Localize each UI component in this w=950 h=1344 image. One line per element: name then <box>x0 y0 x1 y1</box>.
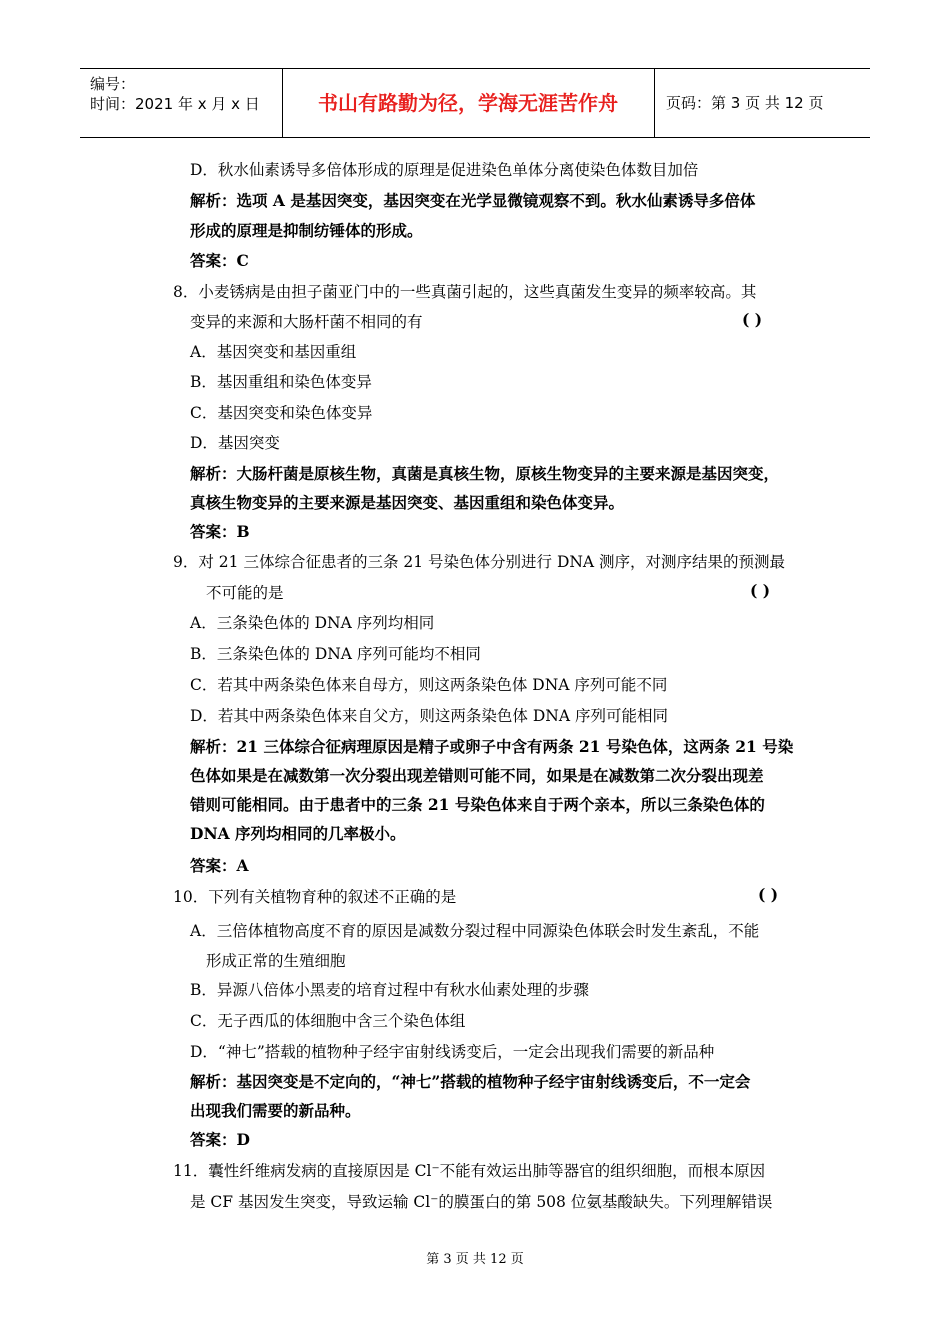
q10-stem: 10．下列有关植物育种的叙述不正确的是 <box>173 888 457 906</box>
q10-explanation-line: 出现我们需要的新品种。 <box>190 1101 361 1120</box>
q10-option-b: B．异源八倍体小黑麦的培育过程中有秋水仙素处理的步骤 <box>190 981 589 999</box>
q10-explanation-line: 解析：基因突变是不定向的，“神七”搭载的植物种子经宇宙射线诱变后，不一定会 <box>190 1072 751 1091</box>
q7-explanation-line: 形成的原理是抑制纺锤体的形成。 <box>190 221 423 240</box>
q9-explanation-line: 色体如果是在减数第一次分裂出现差错则可能不同，如果是在减数第二次分裂出现差 <box>190 766 764 785</box>
q9-answer: 答案：A <box>190 856 249 875</box>
q10-answer: 答案：D <box>190 1130 250 1149</box>
q8-explanation-line: 解析：大肠杆菌是原核生物，真菌是真核生物，原核生物变异的主要来源是基因突变， <box>190 464 780 483</box>
q9-stem-line: 9．对 21 三体综合征患者的三条 21 号染色体分别进行 DNA 测序，对测序结果的预测最 <box>173 553 786 571</box>
q7-option-d: D．秋水仙素诱导多倍体形成的原理是促进染色单体分离使染色体数目加倍 <box>190 161 699 179</box>
page-code: 页码：第 3 页 共 12 页 <box>666 94 824 112</box>
header-meta <box>80 69 283 137</box>
q9-option-b: B．三条染色体的 DNA 序列可能均不相同 <box>190 645 481 663</box>
q10-option-d: D．“神七”搭载的植物种子经宇宙射线诱变后，一定会出现我们需要的新品种 <box>190 1043 715 1061</box>
q8-option-b: B．基因重组和染色体变异 <box>190 373 372 391</box>
q9-answer-blank: ( ) <box>750 581 771 600</box>
q8-answer-blank: ( ) <box>742 310 763 329</box>
number-label: 编号： <box>90 75 136 93</box>
q10-answer-blank: ( ) <box>758 885 779 904</box>
q11-stem-line: 11．囊性纤维病发病的直接原因是 Cl⁻不能有效运出肺等器官的组织细胞，而根本原因 <box>173 1162 766 1180</box>
q9-explanation-line: 解析：21 三体综合征病理原因是精子或卵子中含有两条 21 号染色体，这两条 21 号染 <box>190 737 794 756</box>
q7-answer: 答案：C <box>190 251 249 270</box>
q9-stem-line: 不可能的是 <box>206 584 284 602</box>
q10-option-a-line: 形成正常的生殖细胞 <box>206 952 346 970</box>
q8-option-a: A．基因突变和基因重组 <box>190 343 357 361</box>
motto: 书山有路勤为径，学海无涯苦作舟 <box>282 69 655 137</box>
q8-stem-line: 8．小麦锈病是由担子菌亚门中的一些真菌引起的，这些真菌发生变异的频率较高。其 <box>173 283 757 301</box>
q9-explanation-line: DNA 序列均相同的几率极小。 <box>190 824 406 843</box>
q8-stem-line: 变异的来源和大肠杆菌不相同的有 <box>190 313 423 331</box>
page-footer: 第 3 页 共 12 页 <box>426 1252 524 1267</box>
q8-option-c: C．基因突变和染色体变异 <box>190 404 373 422</box>
q8-option-d: D．基因突变 <box>190 434 280 452</box>
q10-option-c: C．无子西瓜的体细胞中含三个染色体组 <box>190 1012 466 1030</box>
q11-stem-line: 是 CF 基因发生突变，导致运输 Cl⁻的膜蛋白的第 508 位氨基酸缺失。下列理解错误 <box>190 1193 773 1211</box>
q9-option-a: A．三条染色体的 DNA 序列均相同 <box>190 614 435 632</box>
q8-explanation-line: 真核生物变异的主要来源是基因突变、基因重组和染色体变异。 <box>190 493 625 512</box>
q7-explanation-line: 解析：选项 A 是基因突变，基因突变在光学显微镜观察不到。秋水仙素诱导多倍体 <box>190 191 756 210</box>
q8-answer: 答案：B <box>190 522 250 541</box>
time-label: 时间：2021 年 x 月 x 日 <box>90 95 260 113</box>
page-header <box>80 68 870 138</box>
q10-option-a-line: A．三倍体植物高度不育的原因是减数分裂过程中同源染色体联会时发生紊乱，不能 <box>190 922 760 940</box>
q9-option-c: C．若其中两条染色体来自母方，则这两条染色体 DNA 序列可能不同 <box>190 676 668 694</box>
q9-explanation-line: 错则可能相同。由于患者中的三条 21 号染色体来自于两个亲本，所以三条染色体的 <box>190 795 765 814</box>
q9-option-d: D．若其中两条染色体来自父方，则这两条染色体 DNA 序列可能相同 <box>190 707 668 725</box>
